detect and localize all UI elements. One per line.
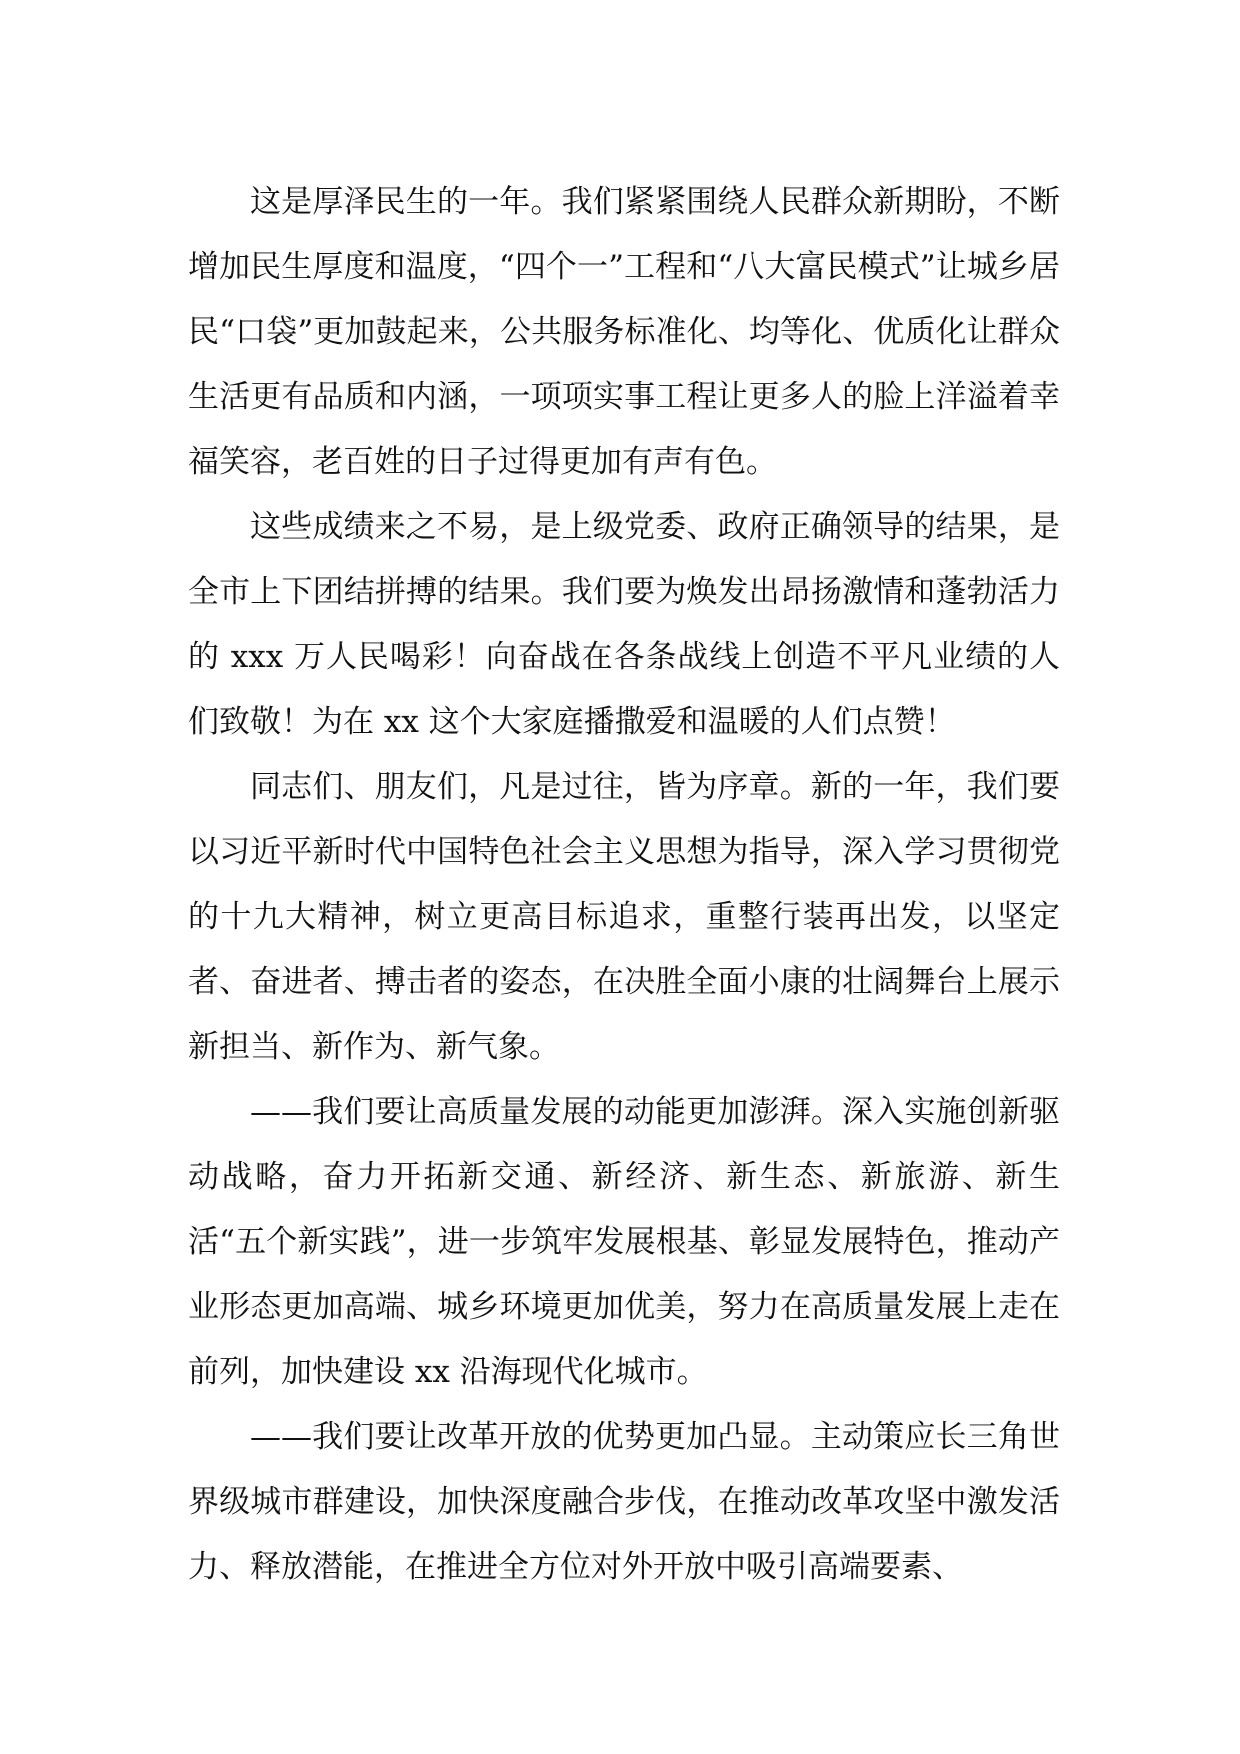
document-body bbox=[188, 170, 1060, 1600]
paragraph-2: 这些成绩来之不易，是上级党委、政府正确领导的结果，是全市上下团结拼搏的结果。我们要为焕发出昂扬激情和蓬勃活力的 xxx 万人民喝彩！向奋战在各条战线上创造不平凡业绩的人们致敬！为在 xx 这个大家庭播撒爱和温暖的人们点赞！ bbox=[188, 509, 1060, 740]
paragraph-3: 同志们、朋友们，凡是过往，皆为序章。新的一年，我们要以习近平新时代中国特色社会主义思想为指导，深入学习贯彻党的十九大精神，树立更高目标追求，重整行装再出发，以坚定者、奋进者、搏击者的姿态，在决胜全面小康的壮阔舞台上展示新担当、新作为、新气象。 bbox=[188, 769, 1060, 1065]
paragraph-5: ——我们要让改革开放的优势更加凸显。主动策应长三角世界级城市群建设，加快深度融合步伐，在推动改革攻坚中激发活力、释放潜能，在推进全方位对外开放中吸引高端要素、 bbox=[188, 1419, 1060, 1585]
paragraph-1: 这是厚泽民生的一年。我们紧紧围绕人民群众新期盼，不断增加民生厚度和温度，“四个一”工程和“八大富民模式”让城乡居民“口袋”更加鼓起来，公共服务标准化、均等化、优质化让群众生活更有品质和内涵，一项项实事工程让更多人的脸上洋溢着幸福笑容，老百姓的日子过得更加有声有色。 bbox=[188, 184, 1060, 480]
paragraph-4: ——我们要让高质量发展的动能更加澎湃。深入实施创新驱动战略，奋力开拓新交通、新经济、新生态、新旅游、新生活“五个新实践”，进一步筑牢发展根基、彰显发展特色，推动产业形态更加高端、城乡环境更加优美，努力在高质量发展上走在前列，加快建设 xx 沿海现代化城市。 bbox=[188, 1094, 1060, 1390]
